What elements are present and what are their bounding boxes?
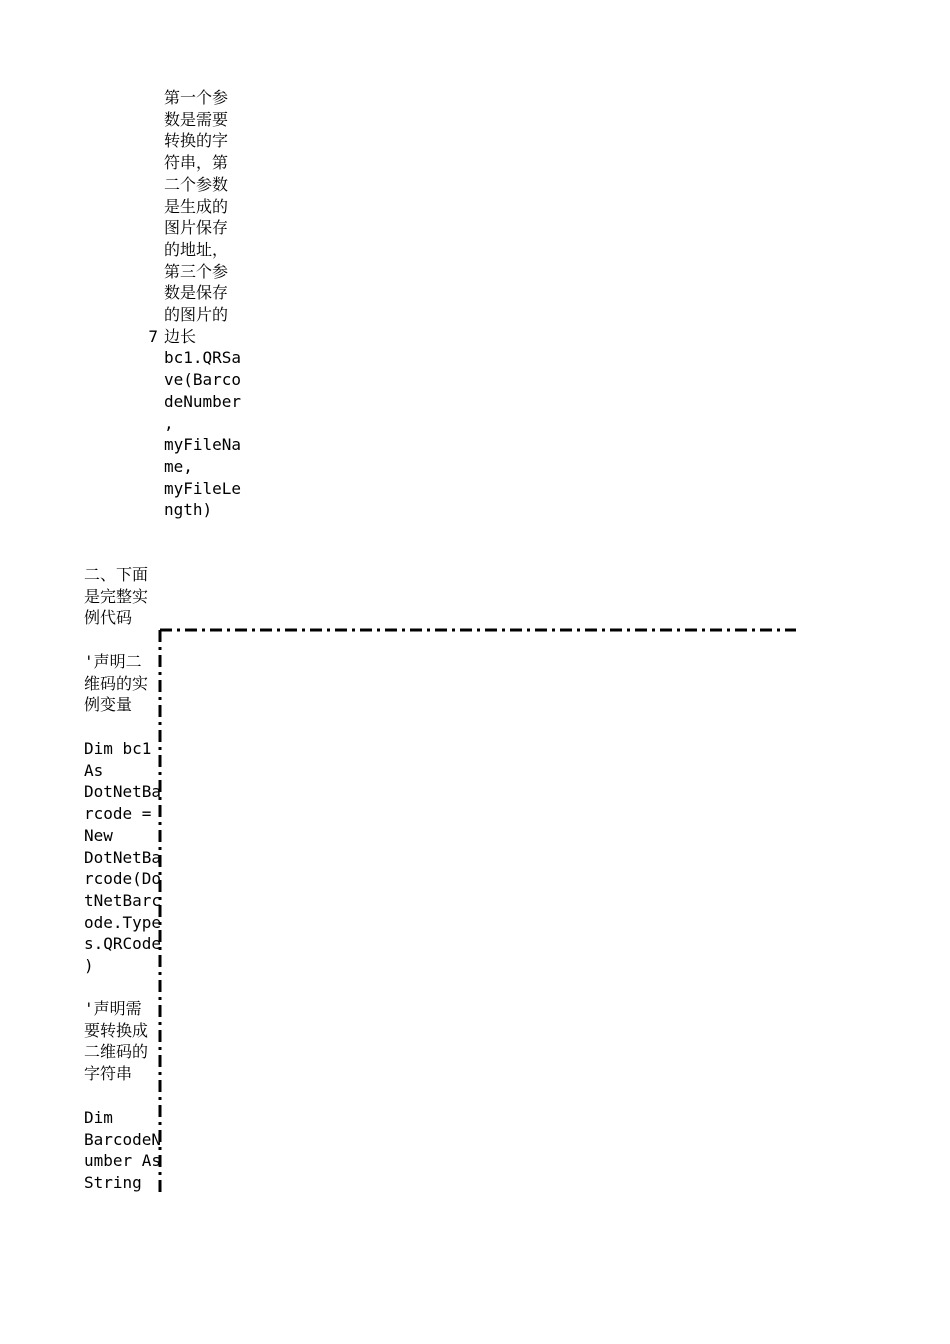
code-block-line: umber As — [84, 1151, 162, 1171]
cell-c7-line: 是生成的 — [164, 196, 229, 216]
cell-c7-line: 边长 — [164, 326, 197, 346]
cell-c7-line: 第一个参 — [164, 88, 229, 107]
code-block-line: '声明需 — [84, 999, 142, 1018]
section-heading-line: 二、下面 — [84, 565, 149, 584]
cell-c7-line: 符串，第 — [164, 153, 229, 173]
code-block-line: 例变量 — [84, 695, 133, 715]
code-block-line: Dim — [84, 1108, 113, 1127]
code-block-line: tNetBarc — [84, 890, 162, 910]
code-block-line: s.QRCode — [84, 934, 162, 954]
code-block-line: ode.Type — [84, 912, 162, 932]
code-block-line: Dim bc1 — [84, 739, 152, 758]
row-number: 7 — [148, 327, 158, 346]
cell-c7-line: bc1.QRSa — [164, 348, 242, 368]
cell-c7-line: 数是需要 — [164, 109, 229, 129]
code-block-line: New — [84, 825, 113, 845]
cell-c7-line: 数是保存 — [164, 283, 229, 303]
cell-c7-line: me, — [164, 456, 193, 476]
cell-c7-line: 的地址， — [164, 239, 229, 259]
cell-c7-line: 的图片的 — [164, 305, 229, 325]
code-block-line: rcode = — [84, 804, 152, 824]
cell-c7-line: 图片保存 — [164, 218, 229, 238]
code-block-line: 字符串 — [84, 1064, 133, 1084]
code-block-line: '声明二 — [84, 652, 142, 671]
section-heading-line: 例代码 — [84, 608, 133, 628]
cell-c7-line: , — [164, 413, 174, 433]
code-block-line: BarcodeN — [84, 1129, 162, 1149]
code-block-line: ) — [84, 956, 94, 976]
cell-c7-line: 二个参数 — [164, 174, 229, 194]
section-heading-line: 是完整实 — [84, 586, 149, 606]
code-block-line: DotNetBa — [84, 847, 162, 867]
cell-c7-line: myFileLe — [164, 478, 242, 498]
code-block-line: String — [84, 1173, 142, 1193]
cell-c7-line: deNumber — [164, 391, 242, 411]
code-block-line: 维码的实 — [84, 673, 149, 693]
cell-c7-line: myFileNa — [164, 435, 242, 455]
code-block-line: 二维码的 — [84, 1042, 149, 1062]
code-block-line: As — [84, 760, 104, 780]
cell-c7-line: ve(Barco — [164, 370, 242, 390]
code-block-line: rcode(Do — [84, 869, 162, 889]
code-block-line: DotNetBa — [84, 782, 162, 802]
cell-c7-line: 转换的字 — [164, 131, 229, 151]
cell-c7-line: 第三个参 — [164, 261, 229, 281]
cell-c7-line: ngth) — [164, 500, 213, 520]
code-block-line: 要转换成 — [84, 1020, 149, 1040]
